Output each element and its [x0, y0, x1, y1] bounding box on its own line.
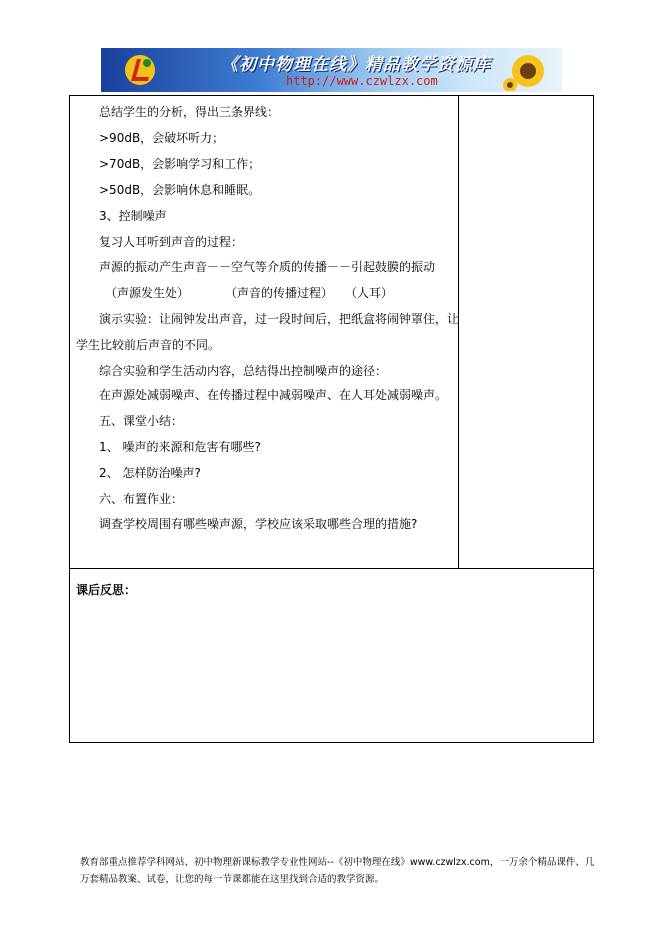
site-logo-icon [123, 53, 157, 87]
sunflower-icon [500, 51, 556, 91]
text-line: >90dB，会破坏听力； [99, 131, 225, 145]
text-line: >50dB，会影响休息和睡眠。 [99, 183, 261, 197]
text-line: 学生比较前后声音的不同。 [76, 338, 221, 352]
text-line: 在声源处减弱噪声、在传播过程中减弱噪声、在人耳处减弱噪声。 [99, 388, 448, 402]
text-line: 声源的振动产生声音－－空气等介质的传播－－引起鼓膜的振动 [99, 260, 436, 274]
text-line: 复习人耳听到声音的过程： [99, 235, 244, 249]
footer-note: 教育部重点推荐学科网站、初中物理新课标教学专业性网站--《初中物理在线》www.czwlzx.com，一万余个精品课件、几万套精品教案、试卷，让您的每一节课都能在这里找到合适的教学资源。 [80, 857, 595, 885]
text-line: 2、 怎样防治噪声? [99, 466, 201, 480]
text-line: 五、课堂小结： [99, 414, 184, 428]
text-line: 1、 噪声的来源和危害有哪些? [99, 440, 261, 454]
text-line: 演示实验：让闹钟发出声音，过一段时间后，把纸盒将闹钟罩住，让 [99, 312, 460, 326]
text-line: 六、布置作业： [99, 492, 184, 506]
text-line: （声源发生处） （声音的传播过程） （人耳） [105, 286, 394, 300]
lesson-table [69, 95, 594, 743]
row-divider [70, 568, 593, 569]
banner-url[interactable]: http://www.czwlzx.com [286, 74, 438, 88]
text-line: 综合实验和学生活动内容，总结得出控制噪声的途径： [99, 364, 388, 378]
column-divider [458, 96, 459, 568]
text-line: 总结学生的分析，得出三条界线： [99, 105, 280, 119]
banner-title: 《初中物理在线》精品教学资源库 [221, 55, 491, 75]
text-line: >70dB，会影响学习和工作； [99, 157, 261, 171]
header-banner [101, 48, 562, 92]
text-line: 调查学校周围有哪些噪声源，学校应该采取哪些合理的措施? [99, 517, 418, 531]
reflection-label: 课后反思： [76, 583, 137, 597]
text-line: 3、控制噪声 [99, 209, 167, 223]
